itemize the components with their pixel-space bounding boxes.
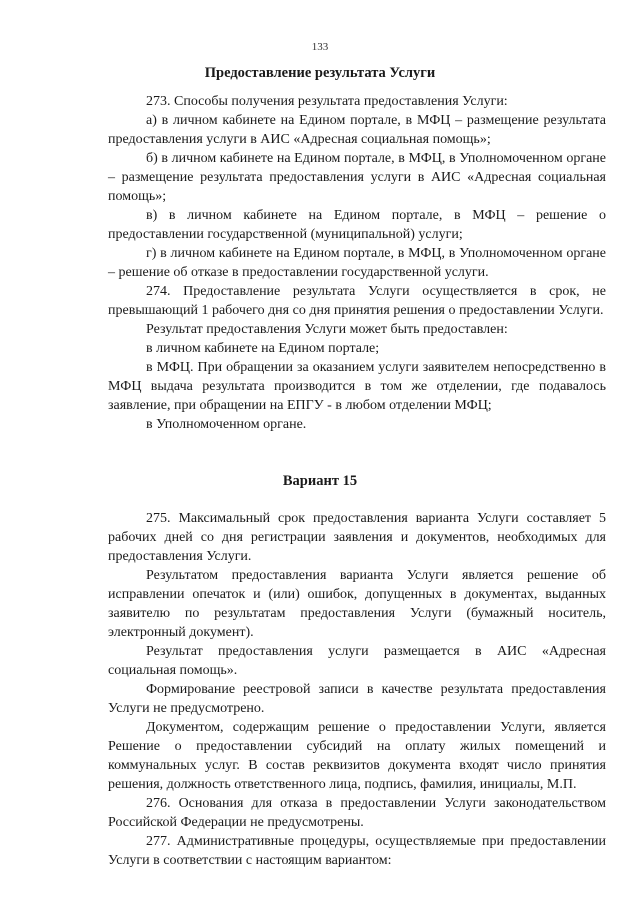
paragraph-decision-document: Документом, содержащим решение о предоставлении Услуги, является Решение о предоставлении субсидий на оплату жилых помещений и коммунальных услуг. В состав реквизитов документа входят число принятия решения, должность ответственного лица, подпись, фамилия, инициалы, М.П. — [108, 720, 606, 792]
paragraph-result-decision: Результатом предоставления варианта Услуги является решение об исправлении опечаток и (или) ошибок, допущенных в документах, выданных заявителю по результатам предоставления Услуги (бумажный носитель, электронный документ). — [108, 568, 606, 640]
paragraph-276: 276. Основания для отказа в предоставлении Услуги законодательством Российской Федерации не предусмотрены. — [108, 796, 606, 830]
section-heading-result: Предоставление результата Услуги — [204, 65, 436, 81]
paragraph-273: 273. Способы получения результата предоставления Услуги: — [146, 94, 508, 109]
paragraph-registry-record: Формирование реестровой записи в качестве результата предоставления Услуги не предусмотрено. — [108, 682, 606, 716]
paragraph-274: 274. Предоставление результата Услуги осуществляется в срок, не превышающий 1 рабочего дня со дня принятия решения о предоставлении Услуги. — [108, 284, 606, 318]
option-authorized-body: в Уполномоченном органе. — [146, 417, 307, 432]
paragraph-275: 275. Максимальный срок предоставления варианта Услуги составляет 5 рабочих дней со дня регистрации заявления и документов, необходимых для предоставления Услуги. — [108, 511, 606, 564]
page-number: 133 — [311, 41, 329, 53]
section-result-body — [108, 92, 606, 434]
option-personal-cabinet: в личном кабинете на Едином портале; — [146, 341, 380, 356]
paragraph-result-placement: Результат предоставления услуги размещается в АИС «Адресная социальная помощь». — [108, 644, 606, 678]
paragraph-result-intro: Результат предоставления Услуги может быть предоставлен: — [146, 322, 508, 337]
list-item-a: а) в личном кабинете на Едином портале, в МФЦ – размещение результата предоставления услуги в АИС «Адресная социальная помощь»; — [108, 113, 606, 147]
list-item-v: в) в личном кабинете на Едином портале, в МФЦ – решение о предоставлении государственной (муниципальной) услуги; — [108, 208, 606, 242]
section-heading-variant-15: Вариант 15 — [282, 473, 358, 489]
paragraph-277: 277. Административные процедуры, осуществляемые при предоставлении Услуги в соответствии с настоящим вариантом: — [108, 834, 606, 868]
section-variant-15-body — [108, 509, 606, 870]
list-item-b: б) в личном кабинете на Едином портале, в МФЦ, в Уполномоченном органе – размещение результата предоставления услуги в АИС «Адресная социальная помощь»; — [108, 151, 606, 204]
option-mfc: в МФЦ. При обращении за оказанием услуги заявителем непосредственно в МФЦ выдача результата производится в том же отделении, где подавалось заявление, при обращении на ЕПГУ - в любом отделении МФЦ; — [108, 360, 606, 413]
list-item-g: г) в личном кабинете на Едином портале, в МФЦ, в Уполномоченном органе – решение об отказе в предоставлении государственной услуги. — [108, 246, 606, 280]
